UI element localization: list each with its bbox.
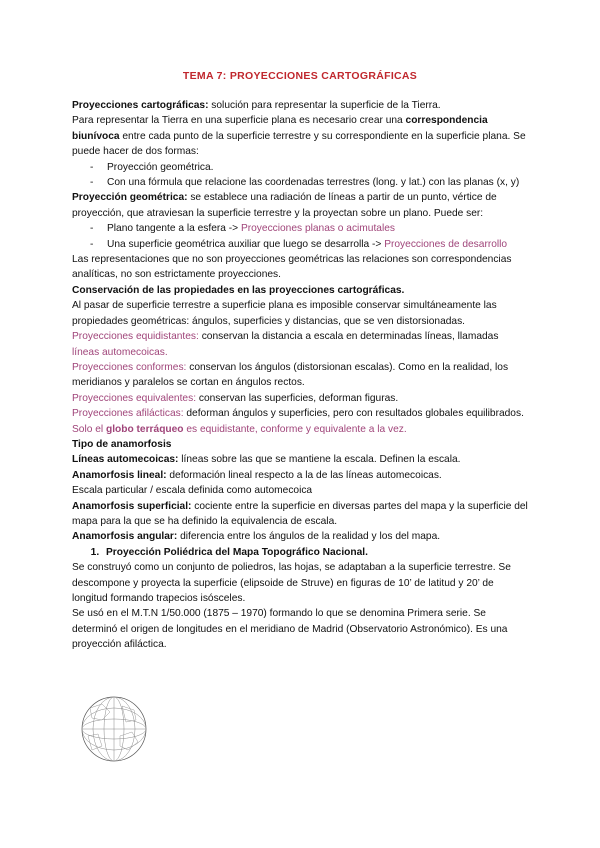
paragraph-poliedrica: Se construyó como un conjunto de poliedros, las hojas, se adaptaban a la superficie terrestre. Se descompone y proyecta la superficie (elipsoide de Struve) en figuras de 10’ de latitud y 20’ de longitud formando trapecios isósceles. <box>72 562 511 604</box>
paragraph-lineas-automecoicas <box>72 452 528 467</box>
term: Anamorfosis superficial: <box>72 500 192 512</box>
text: deforman ángulos y superficies, pero con resultados globales equilibrados. <box>183 408 524 420</box>
paragraph-conformes <box>72 360 528 391</box>
forms-list <box>72 160 528 191</box>
text: Una superficie geométrica auxiliar que luego se desarrolla -> <box>107 238 385 250</box>
text: diferencia entre los ángulos de la realidad y los del mapa. <box>177 531 441 543</box>
text: conservan la distancia a escala en determinadas líneas, llamadas <box>198 331 499 343</box>
list-item <box>90 221 528 236</box>
term: Proyecciones cartográficas: <box>72 100 209 111</box>
paragraph-anamorfosis-superficial <box>72 499 528 530</box>
list-item: 1. Proyección Poliédrica del Mapa Topográfico Nacional. <box>102 545 528 560</box>
text: Solo el <box>72 423 106 435</box>
highlight: Proyecciones afilácticas: <box>72 408 184 420</box>
highlight: Proyecciones de desarrollo <box>384 238 508 250</box>
paragraph-correspondencias-analiticas: Las representaciones que no son proyecciones geométricas las relaciones son correspondencias analíticas, no son estrictamente proyecciones. <box>72 254 512 281</box>
page-title: TEMA 7: PROYECCIONES CARTOGRÁFICAS <box>182 70 418 82</box>
paragraph-escala-particular: Escala particular / escala definida como automecoica <box>72 485 313 497</box>
term: Líneas automecoicas: <box>72 454 179 466</box>
term: Proyección geométrica: <box>72 192 188 204</box>
highlight: Proyecciones planas o acimutales <box>240 223 395 235</box>
text: entre cada punto de la superficie terrestre y su correspondiente en la superficie plana. Se puede hacer de dos formas: <box>72 130 526 158</box>
paragraph-equidistantes <box>72 329 528 360</box>
text: conservan los ángulos (distorsionan escalas). Como en la realidad, los meridianos y paralelos se cortan en ángulos rectos. <box>72 361 509 389</box>
highlight: Proyecciones conformes: <box>72 361 187 373</box>
polyhedral-globe-figure <box>76 692 154 764</box>
paragraph-equivalentes <box>72 391 528 406</box>
text: Para representar la Tierra en una superficie plana es necesario crear una <box>72 115 406 127</box>
paragraph-anamorfosis-angular <box>72 529 528 544</box>
term: Anamorfosis lineal: <box>72 469 167 481</box>
paragraph-distorsion: Al pasar de superficie terrestre a superficie plana es imposible conservar simultáneamente las propiedades geométricas: ángulos, superficies y distancias, que se ven distorsionadas. <box>72 300 497 327</box>
paragraph-globo <box>72 422 528 437</box>
term: correspondencia biunívoca <box>72 115 488 142</box>
paragraph-afilacticas <box>72 406 528 421</box>
paragraph-correspondencia <box>72 113 528 159</box>
text: deformación lineal respecto a la de las líneas automecoicas. <box>166 469 442 481</box>
heading-anamorfosis: Tipo de anamorfosis <box>72 438 172 450</box>
text: Plano tangente a la esfera -> <box>107 223 241 235</box>
list-item <box>90 237 528 252</box>
list-item: - Con una fórmula que relacione las coordenadas terrestres (long. y lat.) con las planas (x, y) <box>90 175 528 190</box>
list-item: - Proyección geométrica. <box>90 160 528 175</box>
highlight: Proyecciones equivalentes: <box>72 392 197 404</box>
text: conservan las superficies, deforman figuras. <box>196 392 399 404</box>
text: es equidistante, conforme y equivalente a la vez. <box>183 423 407 435</box>
paragraph-anamorfosis-lineal <box>72 468 528 483</box>
term: globo terráqueo <box>105 423 184 435</box>
text: cociente entre la superficie en diversas partes del mapa y la superficie del mapa para la que se ha definido la equivalencia de escala. <box>72 500 528 527</box>
term: Anamorfosis angular: <box>72 531 178 543</box>
paragraph-proyecciones-cartograficas <box>72 98 528 113</box>
numbered-list <box>72 545 528 560</box>
text: solución para representar la superficie de la Tierra. <box>208 100 441 111</box>
highlight: líneas automecoicas. <box>72 346 168 358</box>
text: se establece una radiación de líneas a partir de un punto, vértice de proyección, que atraviesan la superficie terrestre y la proyectan sobre un plano. Puede ser: <box>72 192 497 219</box>
highlight: Proyecciones equidistantes: <box>72 331 199 343</box>
paragraph-mtn: Se usó en el M.T.N 1/50.000 (1875 – 1970) formando lo que se denomina Primera serie. Se determinó el origen de longitudes en el meridiano de Madrid (Observatorio Astronómico). Es una proyección afiláctica. <box>72 608 508 651</box>
text: líneas sobre las que se mantiene la escala. Definen la escala. <box>178 454 461 466</box>
paragraph-proyeccion-geometrica <box>72 190 528 221</box>
heading-conservacion: Conservación de las propiedades en las proyecciones cartográficas. <box>72 284 405 296</box>
geometric-types-list <box>72 221 528 252</box>
